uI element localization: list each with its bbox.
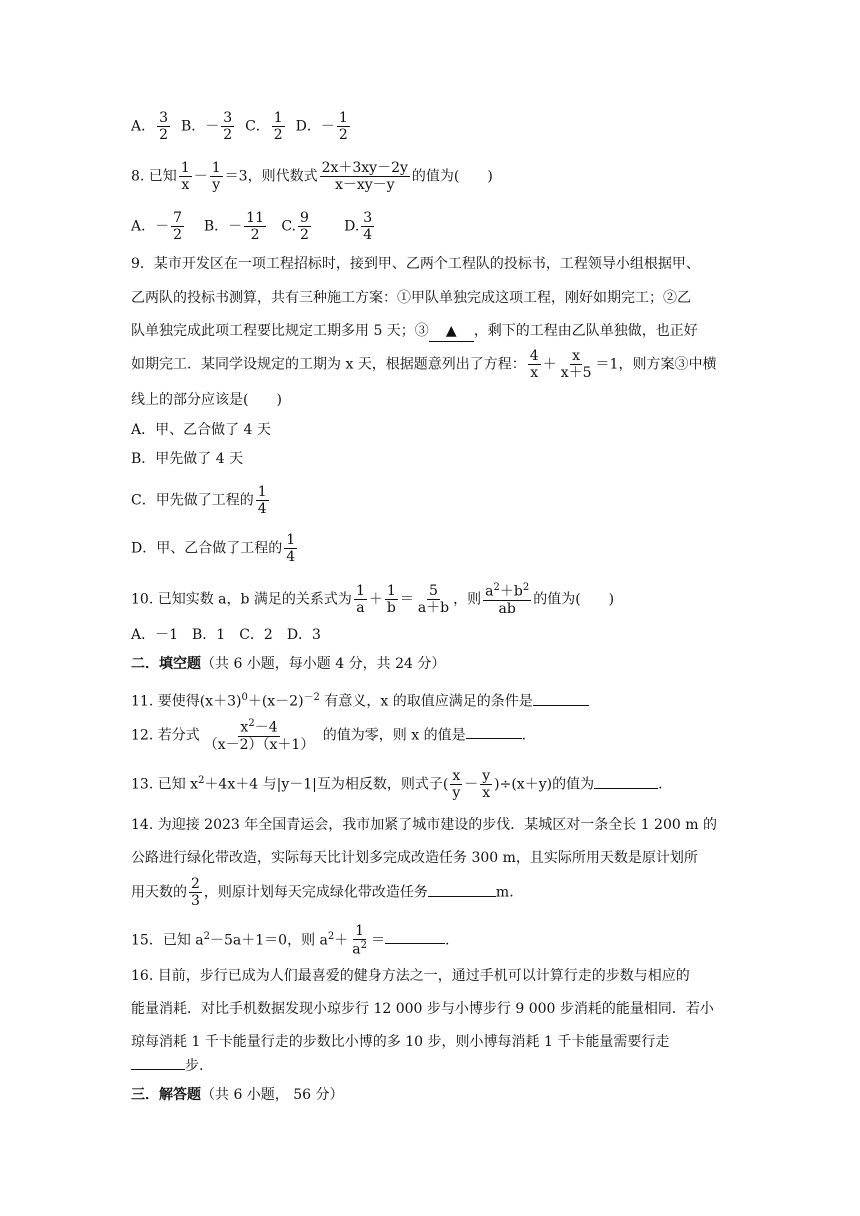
q16-line-3: 琼每消耗 1 千卡能量行走的步数比小博的多 10 步，则小博每消耗 1 千卡能量需要行走 bbox=[131, 1034, 670, 1050]
question-11: 11. 要使得$(x+3)^0+(x-2)^{-2}$ 有意义，x 的取值应满足的条件是 bbox=[131, 688, 589, 712]
q9-option-c: C．甲先做了工程的 $\frac{1}{4}$ bbox=[131, 484, 267, 518]
question-8: 8. 已知 $\frac{1}{x}$ － $\frac{1}{y}$ ＝3，则代数式 $\frac{2x+3xy-2y}{x-xy-y}$ 的值为( ) bbox=[131, 160, 493, 194]
question-15: 15．已知 $a^2-5a+1=0$，则 $a^2+$ $\frac{1}{a^2}$ ＝ . bbox=[131, 923, 450, 958]
fraction: $\frac{1}{a}$ bbox=[355, 582, 365, 616]
fraction: $\frac{y}{x}$ bbox=[482, 768, 491, 802]
answer-blank bbox=[428, 882, 496, 897]
triangle-mark-icon: ▲ bbox=[445, 323, 457, 339]
section-3-heading bbox=[131, 1085, 344, 1105]
fraction: $\frac{x}{y}$ bbox=[452, 768, 461, 802]
fraction: $\frac{x}{x+5}$ bbox=[560, 348, 592, 382]
q9-option-b: B．甲先做了 4 天 bbox=[131, 451, 244, 467]
fraction: $\frac{3}{2}$ bbox=[159, 110, 169, 144]
option-label: A． bbox=[131, 118, 156, 135]
answer-blank bbox=[385, 929, 445, 944]
q9-option-a: A．甲、乙合做了 4 天 bbox=[131, 422, 271, 438]
answer-blank bbox=[466, 724, 522, 739]
answer-blank bbox=[131, 1055, 185, 1070]
fraction: $\frac{2}{3}$ bbox=[191, 876, 200, 910]
section-title: 二．填空题 bbox=[131, 656, 201, 672]
fraction: $\frac{1}{2}$ bbox=[338, 110, 348, 144]
fraction: $\frac{9}{2}$ bbox=[300, 210, 309, 244]
fraction: $\frac{11}{2}$ bbox=[246, 210, 264, 244]
fraction: $\frac{1}{y}$ bbox=[211, 160, 221, 194]
fraction: $\frac{2x+3xy-2y}{x-xy-y}$ bbox=[321, 160, 408, 194]
section-note: （共 6 小题， 56 分） bbox=[201, 1087, 344, 1103]
question-13: 13. 已知 $x^2+4x+4$ 与|y－1|互为相反数，则式子( $\frac{x}{y}$ － $\frac{y}{x}$ )÷(x＋y)的值为 . bbox=[131, 768, 663, 802]
question-10: 10. 已知实数 a，b 满足的关系式为 $\frac{1}{a}$ ＋ $\frac{1}{b}$ ＝ $\frac{5}{a+b}$ ，则 $\frac{a^2+b^2}{ab}$ 的值为( ) bbox=[131, 582, 615, 617]
section-title: 三．解答题 bbox=[131, 1087, 201, 1103]
q10-options: A．－1 B．1 C．2 D．3 bbox=[131, 627, 321, 643]
q16-line-2: 能量消耗．对比手机数据发现小琼步行 12 000 步与小博步行 9 000 步消耗的能量相同．若小 bbox=[131, 1001, 714, 1017]
fraction: $\frac{1}{x}$ bbox=[180, 160, 190, 194]
q16-line-1: 16. 目前，步行已成为人们最喜爱的健身方法之一，通过手机可以计算行走的步数与相应的 bbox=[131, 968, 690, 984]
q8-options: A．－ $\frac{7}{2}$ B．－ $\frac{11}{2}$ C. $\frac{9}{2}$ D. $\frac{3}{4}$ bbox=[131, 210, 373, 244]
fraction: $\frac{1}{a^2}$ bbox=[352, 923, 367, 958]
q16-line-4: 步. bbox=[131, 1055, 203, 1076]
q9-line-1: 9．某市开发区在一项工程招标时，接到甲、乙两个工程队的投标书，工程领导小组根据甲、 bbox=[131, 256, 700, 272]
q9-line-5: 线上的部分应该是( ) bbox=[131, 392, 282, 408]
option-label: D．－ bbox=[295, 118, 335, 135]
q14-line-2: 公路进行绿化带改造，实际每天比计划多完成改造任务 300 m，且实际所用天数是原计划所 bbox=[131, 850, 698, 866]
fraction: $\frac{x^2-4}{(x-2)(x+1)}$ bbox=[203, 718, 315, 753]
fraction: $\frac{1}{4}$ bbox=[257, 484, 267, 518]
section-2-heading bbox=[131, 654, 445, 674]
fraction: $\frac{1}{4}$ bbox=[286, 532, 296, 566]
section-note: （共 6 小题，每小题 4 分，共 24 分） bbox=[201, 656, 446, 672]
answer-blank bbox=[533, 691, 589, 706]
fraction: $\frac{1}{b}$ bbox=[386, 582, 396, 616]
question-12: 12. 若分式 $\frac{x^2-4}{(x-2)(x+1)}$ 的值为零，则 x 的值是 . bbox=[131, 718, 527, 753]
q9-line-4: 如期完工．某同学设规定的工期为 x 天，根据题意列出了方程： $\frac{4}{x}$ ＋ $\frac{x}{x+5}$ ＝1，则方案③中横 bbox=[131, 348, 717, 382]
fraction: $\frac{3}{2}$ bbox=[223, 110, 233, 144]
fraction: $\frac{4}{x}$ bbox=[529, 348, 539, 382]
q9-line-3: 队单独完成此项工程要比规定工期多用 5 天；③ ▲ ，剩下的工程由乙队单独做，也正好 bbox=[131, 321, 698, 342]
q7-options bbox=[131, 110, 352, 143]
q9-option-d: D．甲、乙合做了工程的 $\frac{1}{4}$ bbox=[131, 532, 296, 566]
fraction: $\frac{1}{2}$ bbox=[273, 110, 283, 144]
fraction: $\frac{a^2+b^2}{ab}$ bbox=[485, 582, 530, 617]
q14-line-1: 14. 为迎接 2023 年全国青运会，我市加紧了城市建设的步伐．某城区对一条全长 1 200 m 的 bbox=[131, 817, 717, 833]
q9-line-2: 乙两队的投标书测算，共有三种施工方案：①甲队单独完成这项工程，刚好如期完工；②乙 bbox=[131, 290, 691, 306]
answer-blank bbox=[594, 774, 658, 789]
fraction: $\frac{7}{2}$ bbox=[173, 210, 183, 244]
fraction: $\frac{5}{a+b}$ bbox=[417, 582, 450, 616]
fraction: $\frac{3}{4}$ bbox=[363, 210, 373, 244]
option-label: C． bbox=[245, 118, 270, 135]
q14-line-3: 用天数的 $\frac{2}{3}$ ，则原计划每天完成绿化带改造任务 m. bbox=[131, 876, 514, 910]
option-label: B．－ bbox=[180, 118, 220, 135]
answer-blank bbox=[429, 321, 474, 342]
